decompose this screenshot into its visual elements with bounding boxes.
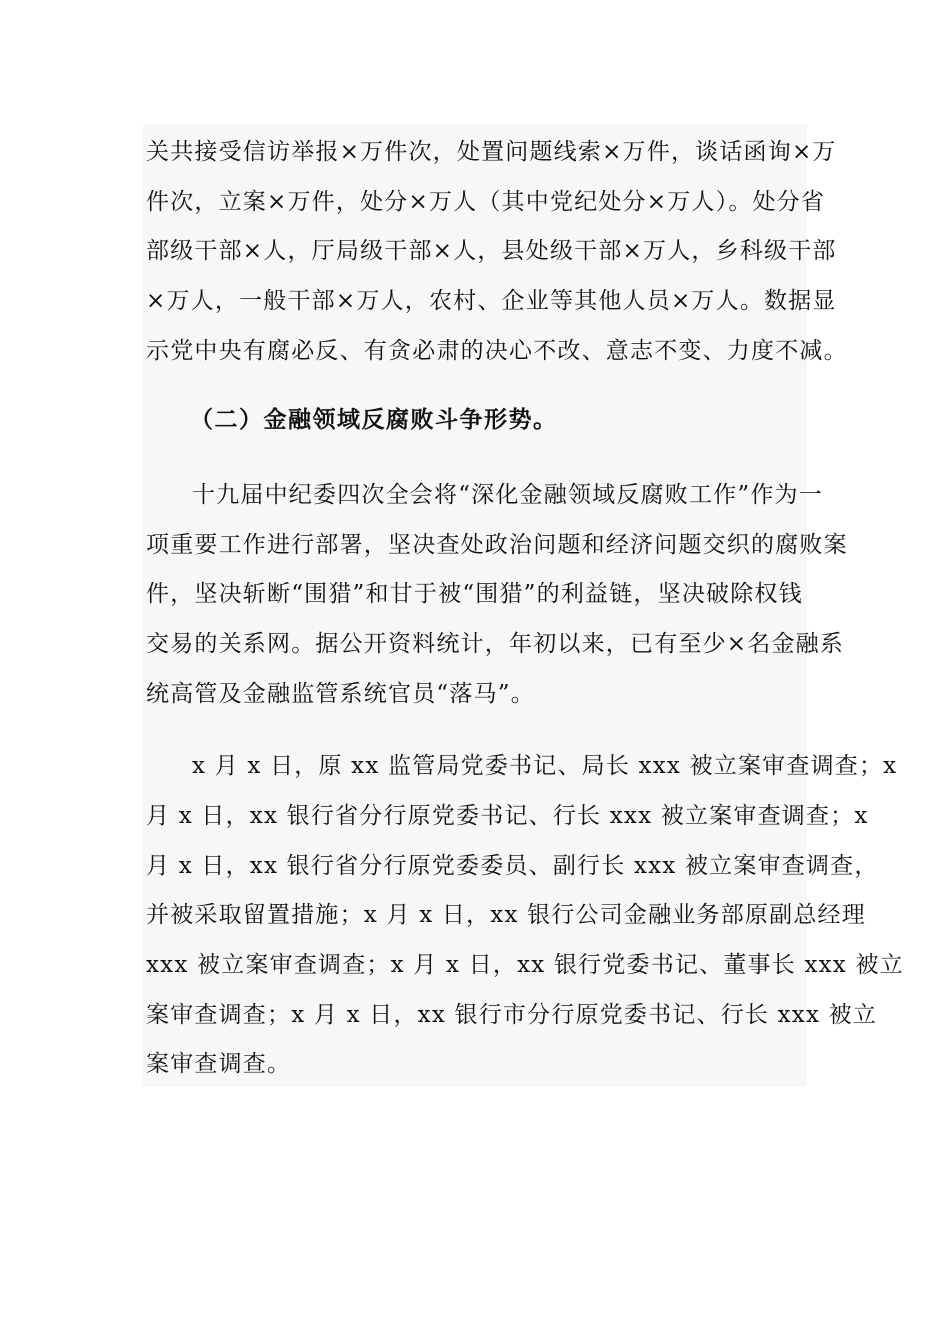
section-heading: （二）金融领域反腐败斗争形势。	[190, 406, 558, 433]
paragraph-3-line-6: 案审查调查；x 月 x 日，xx 银行市分行原党委书记、行长 xxx 被立	[146, 1002, 878, 1028]
paragraph-1-line-3: 部级干部×人，厅局级干部×人，县处级干部×万人，乡科级干部	[146, 238, 837, 264]
paragraph-2-line-3: 件，坚决斩断“围猎”和甘于被“围猎”的利益链，坚决破除权钱	[146, 581, 803, 607]
paragraph-2-line-1: 十九届中纪委四次全会将“深化金融领域反腐败工作”作为一	[192, 482, 823, 508]
paragraph-3-line-4: 并被采取留置措施；x 月 x 日，xx 银行公司金融业务部原副总经理	[146, 902, 866, 928]
paragraph-2-line-4: 交易的关系网。据公开资料统计，年初以来，已有至少×名金融系	[146, 631, 845, 657]
paragraph-1-line-1: 关共接受信访举报×万件次，处置问题线索×万件，谈话函询×万	[146, 139, 837, 165]
paragraph-1-line-5: 示党中央有腐必反、有贪必肃的决心不改、意志不变、力度不减。	[146, 338, 848, 364]
paragraph-2-line-2: 项重要工作进行部署，坚决查处政治问题和经济问题交织的腐败案	[146, 532, 848, 558]
paragraph-3-line-1: x 月 x 日，原 xx 监管局党委书记、局长 xxx 被立案审查调查；x	[192, 753, 898, 779]
paragraph-3-line-5: xxx 被立案审查调查；x 月 x 日，xx 银行党委书记、董事长 xxx 被立	[146, 952, 904, 978]
paragraph-1-line-2: 件次，立案×万件，处分×万人（其中党纪处分×万人）。处分省	[146, 189, 826, 215]
paragraph-3-line-3: 月 x 日，xx 银行省分行原党委委员、副行长 xxx 被立案审查调查，	[146, 853, 879, 879]
paragraph-3-line-2: 月 x 日，xx 银行省分行原党委书记、行长 xxx 被立案审查调查；x	[146, 803, 869, 829]
paragraph-1-line-4: ×万人，一般干部×万人，农村、企业等其他人员×万人。数据显	[146, 288, 837, 314]
paragraph-2-line-5: 统高管及金融监管系统官员“落马”。	[146, 681, 535, 707]
paragraph-3-line-7: 案审查调查。	[146, 1051, 292, 1077]
